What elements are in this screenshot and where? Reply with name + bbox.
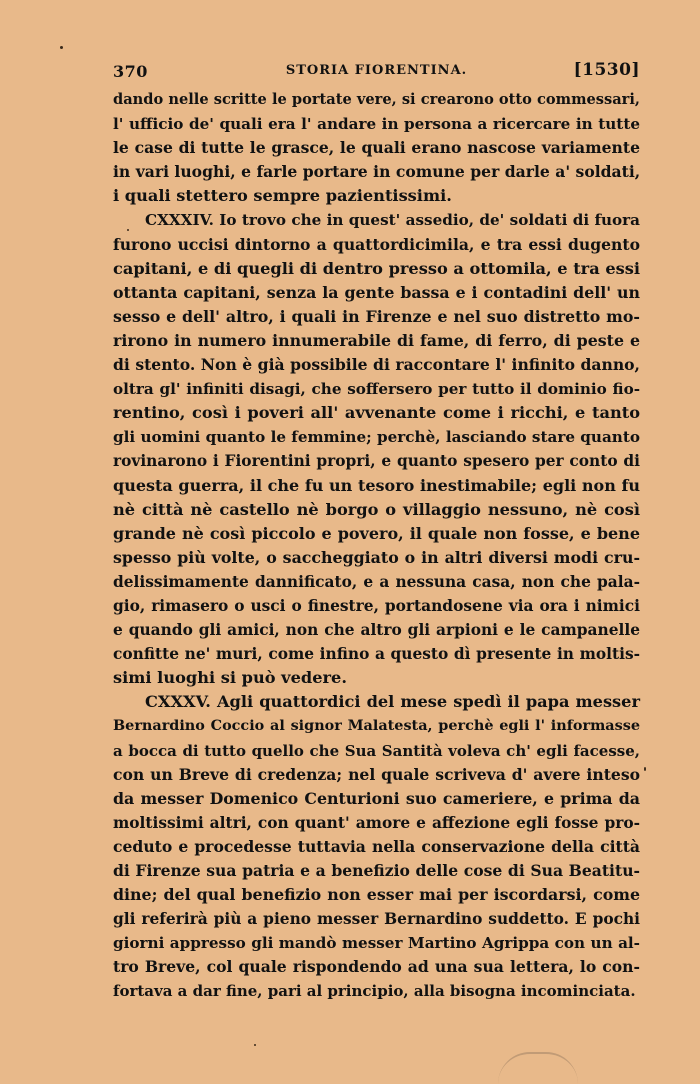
text-line: l' ufficio de' quali era l' andare in persona a ricercare in tutte [113,115,640,134]
text-line: di stento. Non è già possibile di raccontare l' infinito danno, [113,355,640,375]
text-line: delissimamente dannificato, e a nessuna casa, non che pala- [113,572,640,591]
text-line: da messer Domenico Centurioni suo cameriere, e prima da [113,788,640,808]
running-title: STORIA FIORENTINA. [285,63,468,78]
text-line: moltissimi altri, con quant' amore e affezione egli fosse pro- [113,813,640,832]
book-page [113,58,640,1004]
body-text [113,88,640,1004]
text-line: furono uccisi dintorno a quattordicimila, e tra essi dugento [113,234,640,254]
text-line: e quando gli amici, non che altro gli arpioni e le campanelle [113,621,640,640]
text-line: dando nelle scritte le portate vere, si crearono otto commessari, [113,91,640,108]
text-line: grande nè così piccolo e povero, il quale non fosse, e bene [113,523,640,543]
text-line: giorni appresso gli mandò messer Martino Agrippa con un al- [113,934,640,953]
paper-speck [127,229,129,231]
page-header [113,58,640,84]
text-line: in vari luoghi, e farle portare in comune per darle a' soldati, [113,162,641,182]
paper-speck [644,767,646,771]
text-line: confitte ne' muri, come infino a questo dì presente in moltis- [113,645,640,664]
text-line: oltra gl' infiniti disagi, che soffersero per tutto il dominio fio- [113,380,640,399]
text-line: rirono in numero innumerabile di fame, di ferro, di peste e [113,330,640,350]
text-line: di Firenze sua patria e a benefizio delle cose di Sua Beatitu- [113,861,640,880]
paragraph-start-cxxxiv: CXXXIV. Io trovo che in quest' assedio, de' soldati di fuora [145,211,640,230]
text-line: ceduto e procedesse tuttavia nella conservazione della città [113,836,640,856]
text-line: rovinarono i Fiorentini propri, e quanto spesero per conto di [113,452,640,471]
text-line: a bocca di tutto quello che Sua Santità voleva ch' egli facesse, [113,741,640,760]
text-line: Bernardino Coccio al signor Malatesta, perchè egli l' informasse [113,717,640,735]
text-line: gio, rimasero o usci o finestre, portandosene via ora i nimici [113,596,640,615]
text-line: tro Breve, col quale rispondendo ad una sua lettera, lo con- [113,957,640,977]
text-line: gli referirà più a pieno messer Bernardino suddetto. E pochi [113,910,640,929]
year-marker: [1530] [573,60,640,80]
text-line: sesso e dell' altro, i quali in Firenze e nel suo distretto mo- [113,306,640,326]
text-line: i quali stettero sempre pazientissimi. [113,186,452,206]
text-line: spesso più volte, o saccheggiato o in altri diversi modi cru- [113,547,640,567]
text-line: fortava a dar fine, pari al principio, alla bisogna incominciata. [113,982,636,1001]
watermark-fragment [498,1052,578,1084]
text-line: ottanta capitani, senza la gente bassa e i contadini dell' un [113,282,640,302]
text-line: simi luoghi si può vedere. [113,668,347,688]
text-line: con un Breve di credenza; nel quale scriveva d' avere inteso [113,764,640,784]
text-line: le case di tutte le grasce, le quali erano nascose variamente [113,138,640,158]
text-line: dine; del qual benefizio non esser mai per iscordarsi, come [113,885,640,905]
text-line: nè città nè castello nè borgo o villaggio nessuno, nè così [113,499,640,519]
text-line: questa guerra, il che fu un tesoro inestimabile; egli non fu [113,475,640,495]
paper-speck [254,1044,256,1046]
text-line: gli uomini quanto le femmine; perchè, lasciando stare quanto [113,428,640,447]
paper-speck [60,46,63,49]
text-line: rentino, così i poveri all' avvenante come i ricchi, e tanto [113,403,640,423]
paragraph-start-cxxxv: CXXXV. Agli quattordici del mese spedì il papa messer [145,692,640,712]
text-line: capitani, e di quegli di dentro presso a ottomila, e tra essi [113,258,640,278]
page-number: 370 [113,62,148,81]
